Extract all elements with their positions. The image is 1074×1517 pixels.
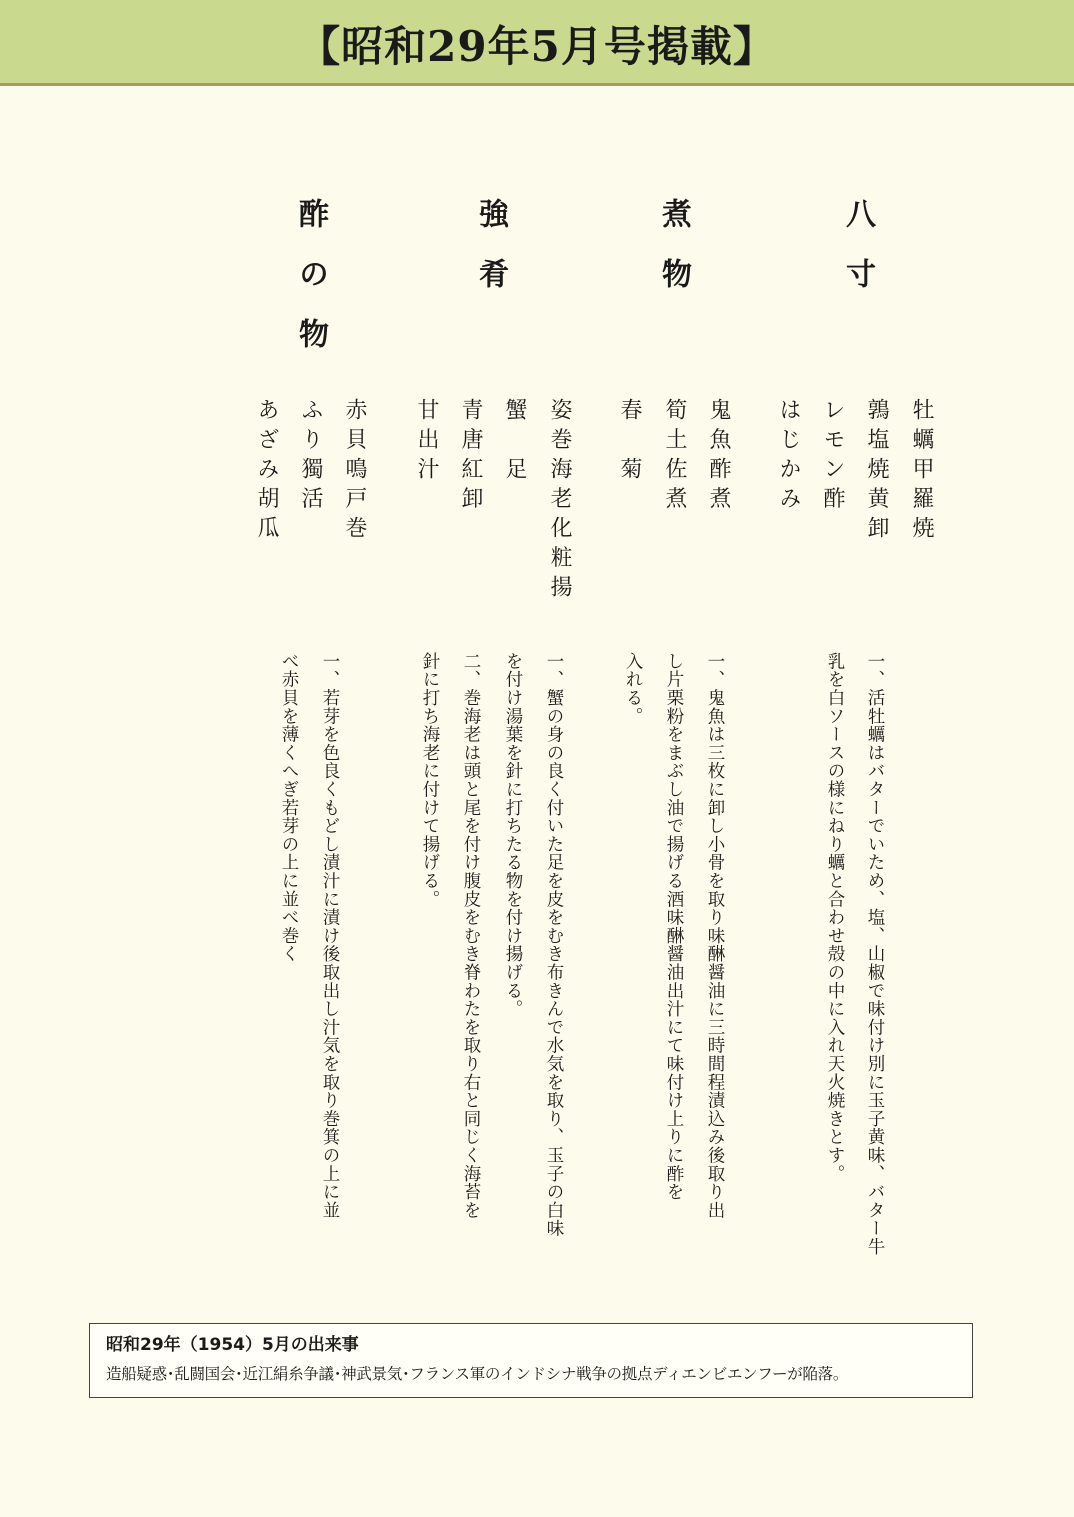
course-title-nimono: 煮物: [656, 198, 691, 318]
recipe-line: 一、活牡蠣はバターでいため、塩、山椒で味付け別に玉子黄味、バター牛: [865, 652, 885, 1256]
course-title-hassun: 八寸: [840, 198, 875, 318]
dish-name: 青唐紅卸: [458, 398, 483, 516]
dish-name: レモン酢: [820, 398, 845, 516]
recipe-line: 一、蟹の身の良く付いた足を皮をむき布きんで水気を取り、玉子の白味: [544, 652, 564, 1238]
recipe-line: 入れる。: [623, 652, 643, 726]
events-title: 昭和29年（1954）5月の出来事: [106, 1335, 359, 1355]
recipe-line: 一、若芽を色良くもどし漬汁に漬け後取出し汁気を取り巻箕の上に並: [320, 652, 340, 1220]
events-text: 造船疑惑･乱闘国会･近江絹糸争議･神武景気･フランス軍のインドシナ戦争の拠点ディエンビエンフーが陥落。: [106, 1365, 849, 1383]
course-title-sunomono: 酢の物: [293, 198, 328, 378]
dish-name: 蟹 足: [502, 398, 527, 487]
events-box: [89, 1323, 973, 1398]
recipe-line: し片栗粉をまぶし油で揚げる酒味醂醤油出汁にて味付け上りに酢を: [664, 652, 684, 1201]
dish-name: 牡蠣甲羅焼: [909, 398, 934, 546]
dish-name: 筍土佐煮: [662, 398, 687, 516]
dish-name: 赤貝鳴戸巻: [342, 398, 367, 546]
course-title-shiizakana: 強肴: [473, 198, 508, 318]
recipe-line: を付け湯葉を針に打ちたる物を付け揚げる。: [503, 652, 523, 1018]
recipe-line: 乳を白ソースの様にねり蠣と合わせ殻の中に入れ天火焼きとす。: [825, 652, 845, 1183]
recipe-line: 針に打ち海老に付けて揚げる。: [420, 652, 440, 909]
dish-name: 鶉塩焼黄卸: [864, 398, 889, 546]
dish-name: はじかみ: [776, 398, 801, 516]
dish-name: あざみ胡瓜: [254, 398, 279, 546]
recipe-line: 一、鬼魚は三枚に卸し小骨を取り味醂醤油に三時間程漬込み後取り出: [705, 652, 725, 1220]
dish-name: 春 菊: [617, 398, 642, 487]
dish-name: 甘出汁: [414, 398, 439, 487]
dish-name: ふり獨活: [298, 398, 323, 516]
dish-name: 鬼魚酢煮: [706, 398, 731, 516]
dish-name: 姿巻海老化粧揚: [547, 398, 572, 605]
page-title: 【昭和29年5月号掲載】: [298, 22, 776, 71]
recipe-line: べ赤貝を薄くへぎ若芽の上に並べ巻く: [279, 652, 299, 964]
recipe-line: 二、巻海老は頭と尾を付け腹皮をむき脊わたを取り右と同じく海苔を: [461, 652, 481, 1220]
